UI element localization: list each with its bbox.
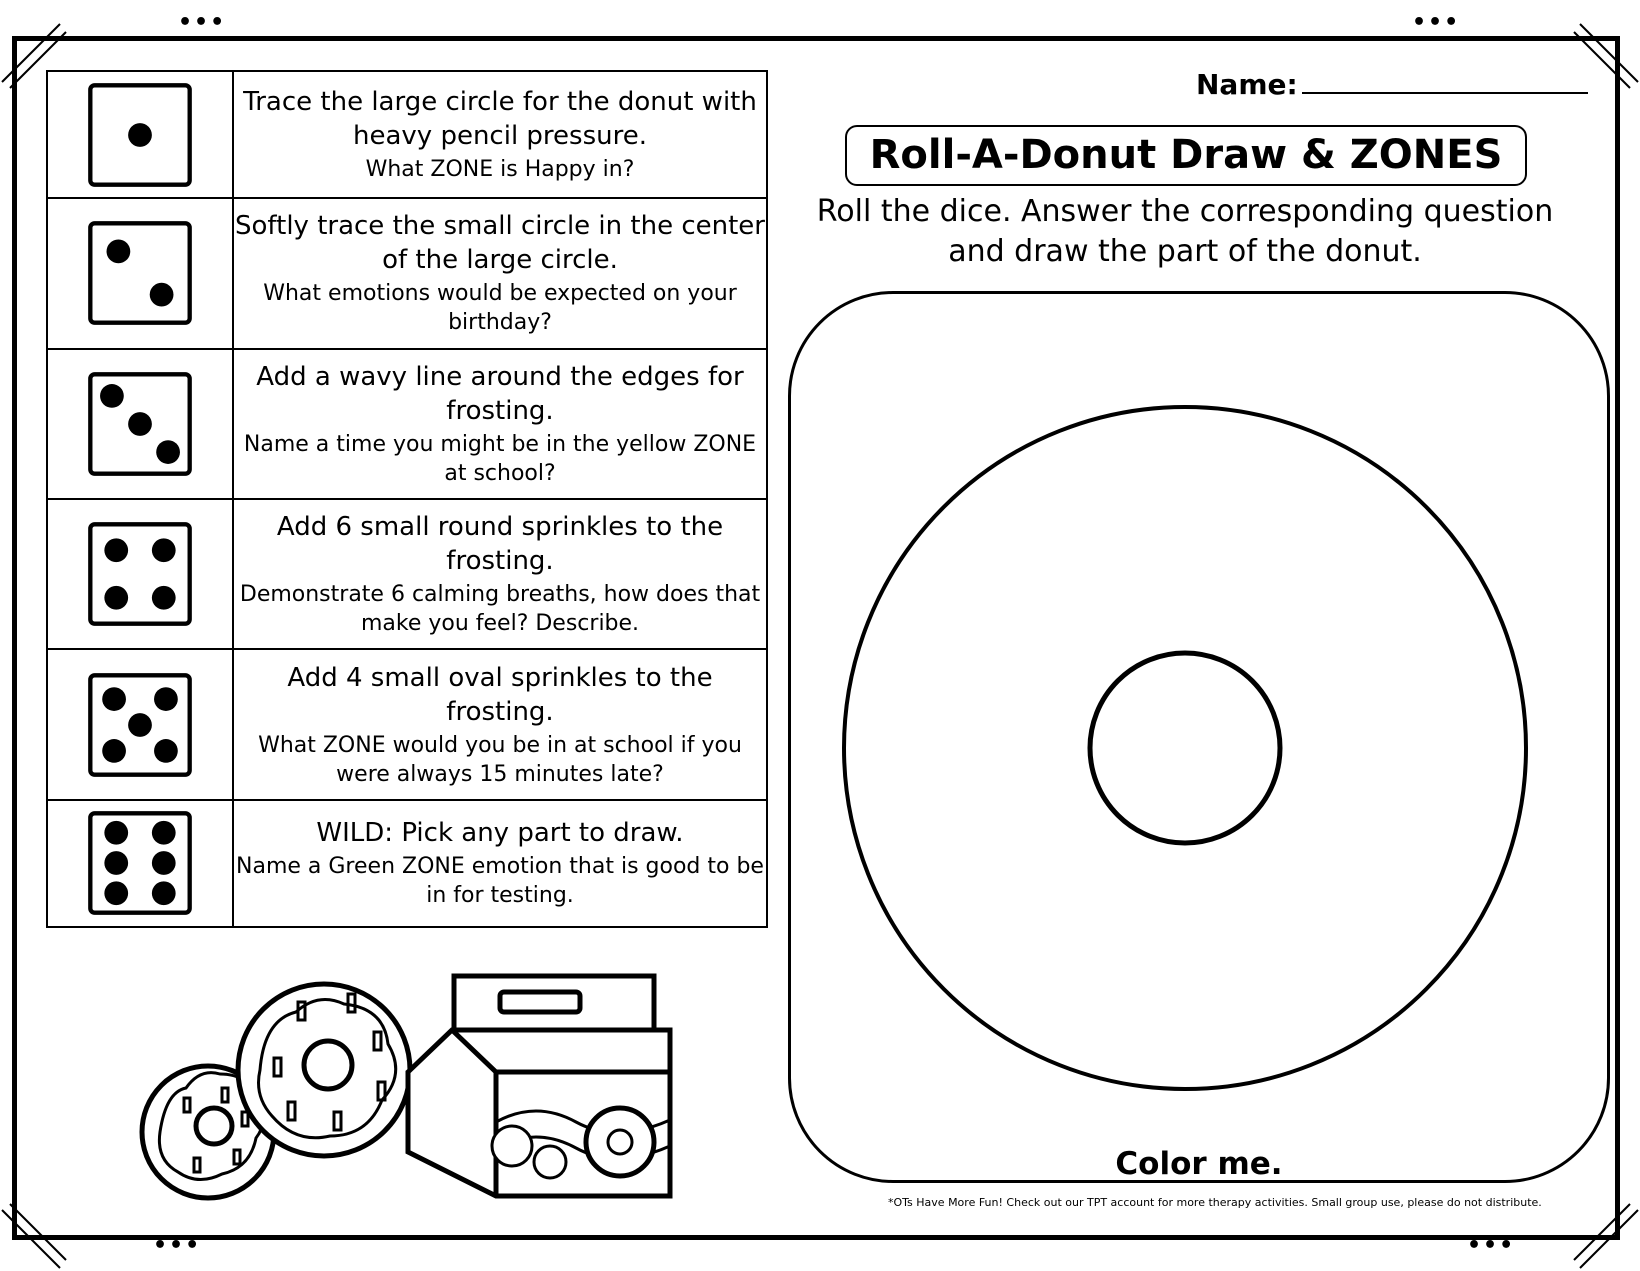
table-row <box>47 800 767 927</box>
die-pip <box>152 851 176 875</box>
instructions-text: Roll the dice. Answer the corresponding question and draw the part of the donut. <box>816 194 1554 269</box>
corner-bottom-left-ornament <box>0 1200 70 1270</box>
die-pip <box>104 851 128 875</box>
die-pip <box>107 240 131 264</box>
die-pip <box>102 687 126 711</box>
donut-box-icon <box>408 976 670 1196</box>
table-row <box>47 198 767 348</box>
table-row <box>47 71 767 198</box>
die-cell <box>47 649 233 799</box>
die-cell <box>47 499 233 649</box>
donut-inner-circle <box>1090 653 1280 843</box>
name-field[interactable] <box>1196 66 1588 101</box>
instruction-cell <box>233 499 767 649</box>
die-face-5-icon <box>85 671 195 779</box>
footer-note: *OTs Have More Fun! Check out our TPT account for more therapy activities. Small group use, please do not distribute. <box>888 1196 1542 1209</box>
question-text: Name a time you might be in the yellow ZONE at school? <box>243 431 757 486</box>
instruction-text: Add a wavy line around the edges for frosting. <box>256 361 744 426</box>
die-pip <box>104 539 128 563</box>
donut-outline <box>791 294 1607 1180</box>
die-pip <box>104 821 128 845</box>
die-cell <box>47 800 233 927</box>
die-pip <box>104 882 128 906</box>
instruction-cell <box>233 198 767 348</box>
table-row <box>47 649 767 799</box>
die-cell <box>47 71 233 198</box>
die-pip <box>128 412 152 436</box>
die-pip <box>156 440 180 464</box>
die-pip <box>154 739 178 763</box>
bottom-right-dots: ••• <box>1467 1233 1516 1258</box>
instruction-cell <box>233 349 767 499</box>
die-face-2-icon <box>85 219 195 327</box>
die-pip <box>154 687 178 711</box>
question-text: Demonstrate 6 calming breaths, how does that make you feel? Describe. <box>239 582 761 637</box>
top-left-dots: ••• <box>178 10 227 35</box>
die-pip <box>102 739 126 763</box>
die-pip <box>152 586 176 610</box>
instruction-text: Softly trace the small circle in the center of the large circle. <box>235 211 765 276</box>
die-face-4-icon <box>85 520 195 628</box>
instruction-text: WILD: Pick any part to draw. <box>316 818 684 849</box>
page-title: Roll-A-Donut Draw & ZONES <box>845 125 1527 186</box>
table-row <box>47 349 767 499</box>
die-cell <box>47 198 233 348</box>
instruction-text: Add 4 small oval sprinkles to the frosting. <box>287 662 713 727</box>
bottom-left-dots: ••• <box>153 1233 202 1258</box>
die-face-3-icon <box>85 370 195 478</box>
die-pip <box>100 384 124 408</box>
die-pip <box>152 882 176 906</box>
large-donut-icon <box>238 984 410 1156</box>
die-pip <box>150 283 174 307</box>
die-pip <box>128 713 152 737</box>
table-row <box>47 499 767 649</box>
corner-bottom-right-ornament <box>1570 1200 1640 1270</box>
question-text: What ZONE would you be in at school if you were always 15 minutes late? <box>258 732 742 787</box>
die-pip <box>128 123 152 147</box>
instruction-text: Trace the large circle for the donut with heavy pencil pressure. <box>243 87 757 152</box>
instruction-cell <box>233 71 767 198</box>
die-face-1-icon <box>85 81 195 189</box>
instruction-text: Add 6 small round sprinkles to the frosting. <box>276 512 724 577</box>
roll-table <box>46 70 768 928</box>
name-line <box>1302 66 1588 94</box>
drawing-area <box>788 291 1610 1183</box>
die-face-6-icon <box>85 809 195 917</box>
die-pip <box>152 821 176 845</box>
question-text: What emotions would be expected on your birthday? <box>263 281 737 336</box>
donut-box-illustration <box>138 962 708 1202</box>
instruction-cell <box>233 649 767 799</box>
question-text: What ZONE is Happy in? <box>365 157 635 183</box>
name-label: Name: <box>1196 68 1298 101</box>
die-pip <box>152 539 176 563</box>
instruction-cell <box>233 800 767 927</box>
die-pip <box>104 586 128 610</box>
question-text: Name a Green ZONE emotion that is good to be in for testing. <box>236 854 764 909</box>
die-cell <box>47 349 233 499</box>
top-right-dots: ••• <box>1412 10 1461 35</box>
donut-outer-circle <box>844 407 1526 1089</box>
color-me-label: Color me. <box>1115 1146 1283 1182</box>
